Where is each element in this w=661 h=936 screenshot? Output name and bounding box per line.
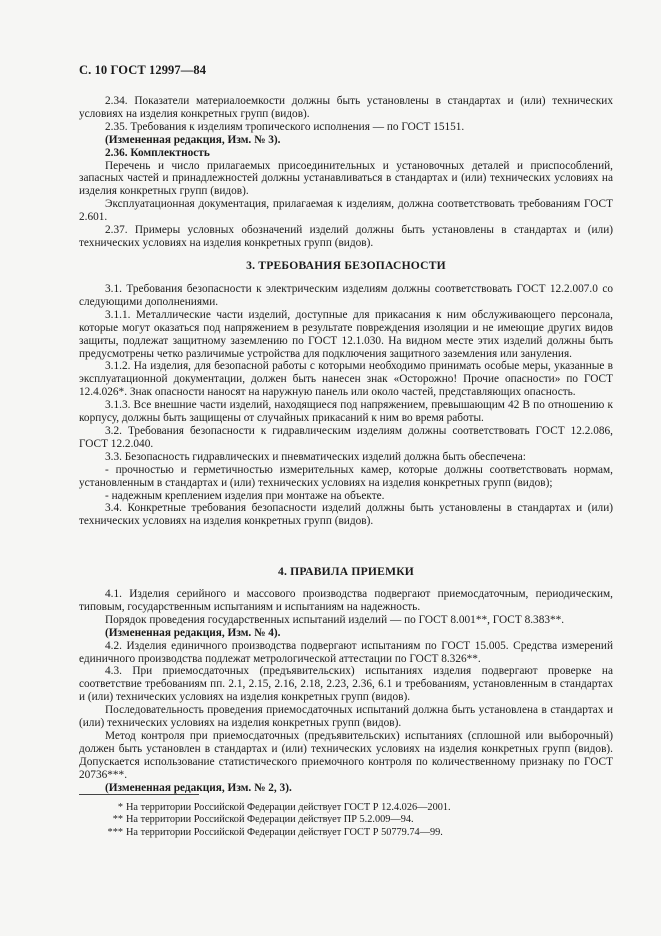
- sec3-paragraph: 3.1.1. Металлические части изделий, доступные для прикасания к ним обслуживающего персонала, которые могут оказаться под напряжением в результате повреждения изоляции и не имеющие других видов защиты, подлежат защитному заземлению по ГОСТ 12.1.030. На видном месте этих изделий должны быть предусмотрены четко различимые устройства для подключения защитного заземления или зануления.: [79, 308, 613, 360]
- sec4-paragraph: Последовательность проведения приемосдаточных испытаний должна быть установлена в стандартах и (или) технических условиях на изделия конкретных групп (видов).: [79, 704, 613, 730]
- section-3-heading: 3. ТРЕБОВАНИЯ БЕЗОПАСНОСТИ: [246, 259, 446, 272]
- sec4-paragraph: Порядок проведения государственных испытаний изделий — по ГОСТ 8.001**, ГОСТ 8.383**.: [105, 613, 565, 626]
- footnote: [79, 814, 613, 826]
- footnote-mark: **: [112, 814, 123, 826]
- sec4-paragraph: 4.3. При приемосдаточных (предъявительских) испытаниях изделия подвергают проверке на соответствие требованиям пп. 2.1, 2.15, 2.16, 2.18, 2.23, 2.36, 6.1 и требованиям, установленным в стандартах и (или) технических условиях на изделия конкретных групп (видов).: [79, 665, 613, 704]
- sec3-paragraph: 3.1.3. Все внешние части изделий, находящиеся под напряжением, превышающим 42 В по отношению к корпусу, должны быть защищены от случайных прикасаний к ним во время работы.: [79, 399, 613, 425]
- section-4: [79, 588, 613, 795]
- sec3-paragraph: 3.3. Безопасность гидравлических и пневматических изделий должна быть обеспечена:: [105, 450, 526, 463]
- sec3-paragraph: 3.4. Конкретные требования безопасности изделий должны быть установлены в стандартах и (или) технических условиях на изделия конкретных групп (видов).: [79, 502, 613, 528]
- footnote: [79, 827, 613, 839]
- footnote-text: На территории Российской Федерации действует ГОСТ Р 12.4.026—2001.: [126, 802, 451, 813]
- sec4-paragraph: 4.2. Изделия единичного производства подвергают испытаниям по ГОСТ 15.005. Средства измерений единичного производства подлежат метрологической аттестации по ГОСТ 8.326**.: [79, 639, 613, 665]
- sec2-paragraph: Эксплуатационная документация, прилагаемая к изделиям, должна соответствовать требованиям ГОСТ 2.601.: [79, 198, 613, 224]
- section-3: [79, 283, 613, 528]
- sec3-paragraph: 3.1.2. На изделия, для безопасной работы с которыми необходимо принимать особые меры, указанные в эксплуатационной документации, должен быть нанесен знак «Осторожно! Прочие опасности» по ГОСТ 12.4.026*. Знак опасности наносят на наружную панель или около частей, представляющих опасность.: [79, 360, 613, 399]
- sec3-paragraph: - прочностью и герметичностью измерительных камер, которые должны соответствовать нормам, установленным в стандартах и (или) технических условиях на изделия конкретных групп (видов);: [79, 463, 613, 489]
- sec2-paragraph: 2.37. Примеры условных обозначений изделий должны быть установлены в стандартах и (или) технических условиях на изделия конкретных групп (видов).: [79, 224, 613, 249]
- footnote-rule: [79, 794, 199, 795]
- sec4-paragraph: (Измененная редакция, Изм. № 4).: [105, 626, 281, 639]
- sec3-paragraph: - надежным креплением изделия при монтаже на объекте.: [105, 489, 385, 502]
- sec4-paragraph: Метод контроля при приемосдаточных (предъявительских) испытаниях (сплошной или выборочный) должен быть установлен в стандартах и (или) технических условиях на изделия конкретных групп (видов). Допускается использование статистического приемочного контроля по количественному признаку по ГОСТ 20736***.: [79, 729, 613, 781]
- sec4-paragraph: 4.1. Изделия серийного и массового производства подвергают приемосдаточным, периодическим, типовым, государственным испытаниям и испытаниям на надежность.: [79, 588, 613, 613]
- footnote-mark: ***: [107, 826, 123, 838]
- sec2-paragraph: 2.36. Комплектность: [105, 146, 210, 159]
- section-4-heading: 4. ПРАВИЛА ПРИЕМКИ: [277, 565, 415, 578]
- sec2-paragraph: 2.34. Показатели материалоемкости должны быть установлены в стандартах и (или) технических условиях на изделия конкретных групп (видов).: [79, 95, 613, 120]
- footnote-text: На территории Российской Федерации действует ПР 5.2.009—94.: [126, 814, 414, 826]
- section-4-heading-wrap: [79, 565, 613, 578]
- footnotes: [79, 802, 613, 839]
- page-header: С. 10 ГОСТ 12997—84: [79, 63, 207, 77]
- sec2-paragraph: Перечень и число прилагаемых присоединительных и установочных деталей и приспособлений, запасных частей и принадлежностей должны устанавливаться в стандартах и (или) технических условиях на изделия конкретных групп (видов).: [79, 159, 613, 198]
- sec3-paragraph: 3.2. Требования безопасности к гидравлическим изделиям должны соответствовать ГОСТ 12.2.086, ГОСТ 12.2.040.: [79, 424, 613, 450]
- sec3-paragraph: 3.1. Требования безопасности к электрическим изделиям должны соответствовать ГОСТ 12.2.007.0 со следующими дополнениями.: [79, 283, 613, 308]
- sec4-paragraph: (Измененная редакция, Изм. № 2, 3).: [105, 781, 292, 794]
- footnote-text: На территории Российской Федерации действует ГОСТ Р 50779.74—99.: [126, 826, 443, 838]
- section-2-continuation: [79, 95, 613, 250]
- sec2-paragraph: 2.35. Требования к изделиям тропического исполнения — по ГОСТ 15151.: [105, 120, 465, 133]
- section-3-heading-wrap: [79, 259, 613, 272]
- footnote: [79, 802, 613, 814]
- sec2-paragraph: (Измененная редакция, Изм. № 3).: [105, 133, 281, 146]
- footnote-mark: *: [117, 802, 123, 813]
